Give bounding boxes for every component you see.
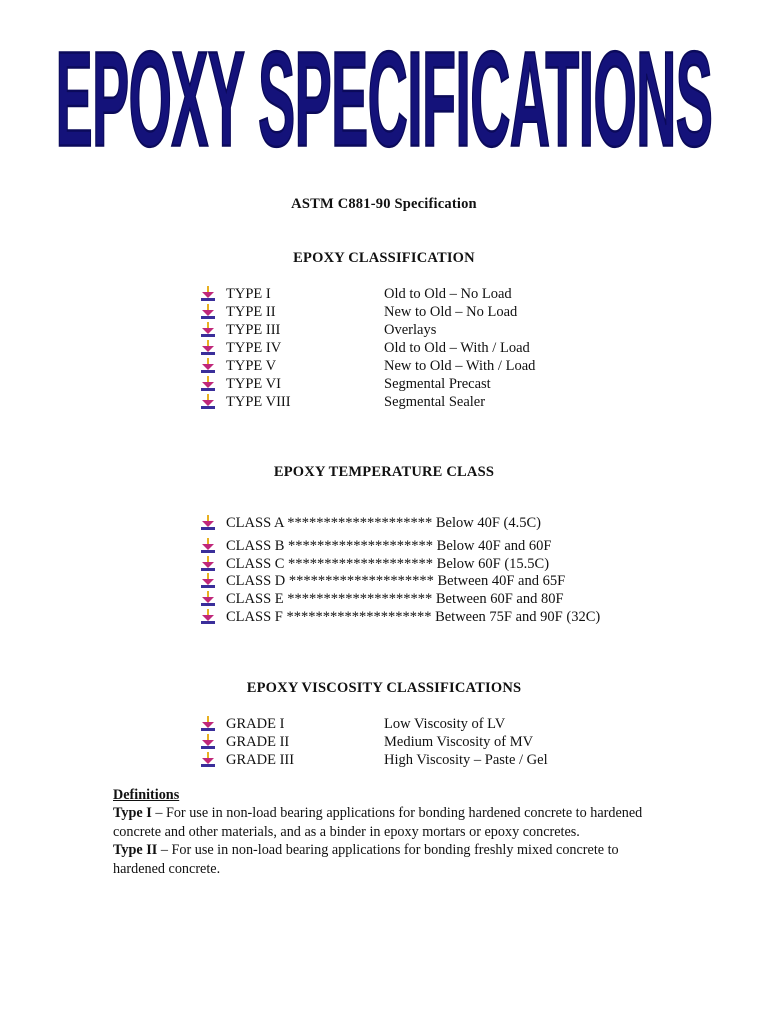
temperature-class-item <box>0 590 700 608</box>
classification-description: Segmental Precast <box>384 376 491 392</box>
bullet-icon <box>200 322 218 338</box>
bullet-icon <box>200 286 218 302</box>
classification-label: TYPE V <box>226 358 277 374</box>
classification-item <box>0 321 700 339</box>
classification-item <box>0 357 700 375</box>
bullet-icon <box>200 538 218 554</box>
bullet-icon <box>200 573 218 589</box>
classification-description: New to Old – With / Load <box>384 358 536 374</box>
bullet-icon <box>200 515 218 531</box>
classification-description: New to Old – No Load <box>384 304 518 320</box>
definition-type-2 <box>113 841 673 878</box>
bullet-icon <box>200 734 218 750</box>
bullet-icon <box>200 609 218 625</box>
temperature-class-label: CLASS C ******************** Below 60F (15.5C) <box>226 556 550 572</box>
temperature-class-label: CLASS A ******************** Below 40F (4.5C) <box>226 515 541 531</box>
classification-label: TYPE II <box>226 304 276 320</box>
bullet-icon <box>200 394 218 410</box>
classification-label: TYPE VI <box>226 376 281 392</box>
temperature-class-item <box>0 555 700 573</box>
temperature-class-item <box>0 572 700 590</box>
classification-description: Segmental Sealer <box>384 394 486 410</box>
spec-subtitle: ASTM C881-90 Specification <box>291 196 477 212</box>
viscosity-grade-label: GRADE II <box>226 734 290 750</box>
classification-label: TYPE VIII <box>226 394 291 410</box>
bullet-icon <box>200 304 218 320</box>
classification-item <box>0 285 700 303</box>
viscosity-grade-item <box>0 715 700 733</box>
classification-label: TYPE IV <box>226 340 282 356</box>
classification-description: Overlays <box>384 322 437 338</box>
bullet-icon <box>200 376 218 392</box>
temperature-class-item <box>0 514 700 532</box>
temperature-class-item <box>0 608 700 626</box>
temperature-class-label: CLASS F ******************** Between 75F and 90F (32C) <box>226 609 601 625</box>
definition-term: Type I <box>113 805 152 822</box>
definitions-section <box>113 786 673 878</box>
temperature-heading: EPOXY TEMPERATURE CLASS <box>273 464 495 480</box>
definitions-title: Definitions <box>113 787 180 803</box>
classification-item <box>0 393 700 411</box>
viscosity-heading: EPOXY VISCOSITY CLASSIFICATIONS <box>246 680 522 696</box>
definition-type-1 <box>113 804 673 841</box>
temperature-class-label: CLASS B ******************** Below 40F and 60F <box>226 538 552 554</box>
temperature-class-label: CLASS D ******************** Between 40F and 65F <box>226 573 566 589</box>
viscosity-grade-item <box>0 751 700 769</box>
bullet-icon <box>200 340 218 356</box>
bullet-icon <box>200 358 218 374</box>
page-title: EPOXY SPECIFICATIONS <box>55 25 713 176</box>
bullet-icon <box>200 716 218 732</box>
title-banner <box>0 25 768 176</box>
viscosity-grade-description: Low Viscosity of LV <box>384 716 506 732</box>
classification-heading: EPOXY CLASSIFICATION <box>293 250 475 266</box>
classification-label: TYPE III <box>226 322 281 338</box>
viscosity-grade-label: GRADE III <box>226 752 295 768</box>
classification-item <box>0 375 700 393</box>
classification-description: Old to Old – With / Load <box>384 340 530 356</box>
definition-term: Type II <box>113 842 158 859</box>
classification-description: Old to Old – No Load <box>384 286 512 302</box>
classification-item <box>0 303 700 321</box>
viscosity-grade-label: GRADE I <box>226 716 285 732</box>
definition-text: – For use in non-load bearing applications for bonding freshly mixed concrete to hardened concrete. <box>113 842 619 877</box>
bullet-icon <box>200 556 218 572</box>
temperature-class-item <box>0 537 700 555</box>
classification-item <box>0 339 700 357</box>
bullet-icon <box>200 752 218 768</box>
viscosity-grade-item <box>0 733 700 751</box>
bullet-icon <box>200 591 218 607</box>
viscosity-grade-description: Medium Viscosity of MV <box>384 734 534 750</box>
viscosity-grade-description: High Viscosity – Paste / Gel <box>384 752 548 768</box>
classification-label: TYPE I <box>226 286 271 302</box>
temperature-class-label: CLASS E ******************** Between 60F and 80F <box>226 591 564 607</box>
definition-text: – For use in non-load bearing applications for bonding hardened concrete to hardened concrete and other materials, and as a binder in epoxy mortars or epoxy concretes. <box>113 805 643 840</box>
